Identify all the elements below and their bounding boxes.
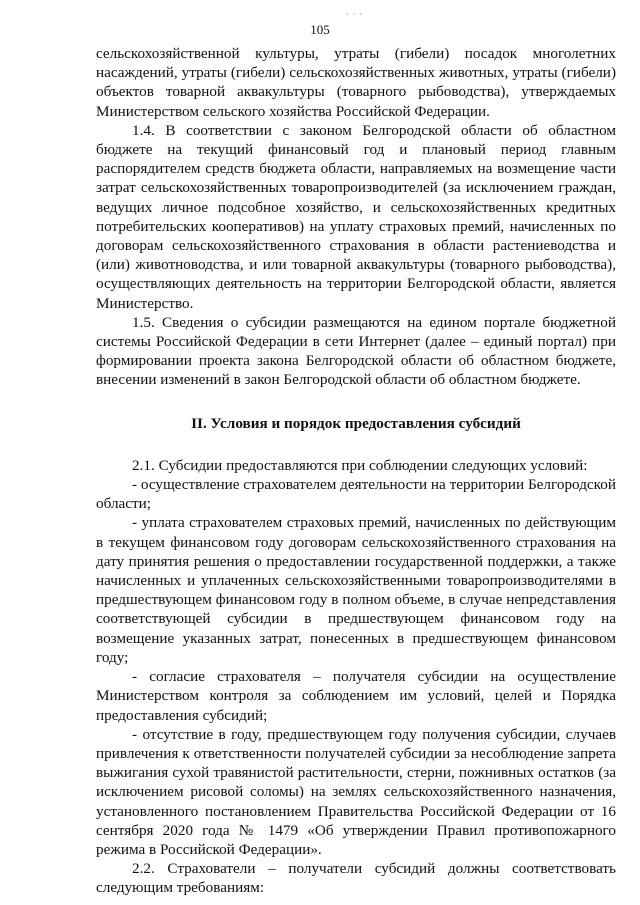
list-item-consent: - согласие страхователя – получателя субсидии на осуществление Министерством контроля за соблюдением им условий, целей и Порядка предоставления субсидий; (96, 668, 616, 724)
paragraph-1-4: 1.4. В соответствии с законом Белгородской области об областном бюджете на текущий финансовый год и плановый период главным распорядителем средств бюджета области, направляемых на возмещение части затрат сельскохозяйственных товаропроизводителей (за исключением граждан, ведущих личное подсобное хозяйство, и сельскохозяйственных кредитных потребительских кооперативов) на уплату страховых премий, начисленных по договорам сельскохозяйственного страхования в области растениеводства и (или) животноводства, и или товарной аквакультуры (товарного рыбоводства), осуществляющих деятельность на территории Белгородской области, является Министерство. (96, 121, 616, 312)
list-item-territory: - осуществление страхователем деятельности на территории Белгородской области; (96, 476, 616, 513)
paragraph-1-5: 1.5. Сведения о субсидии размещаются на едином портале бюджетной системы Российской Федерации в сети Интернет (далее – единый портал) при формировании проекта закона Белгородской области об областном бюджете, внесении изменений в закон Белгородской области об областном бюджете. (96, 313, 616, 389)
section-heading: II. Условия и порядок предоставления субсидий (191, 414, 521, 432)
paragraph-2-1: 2.1. Субсидии предоставляются при соблюдении следующих условий: (132, 456, 588, 474)
document-body (96, 44, 616, 898)
list-item-no-burning: - отсутствие в году, предшествующем году получения субсидии, случаев привлечения к ответственности получателей субсидии за несоблюдение запрета выжигания сухой травянистой растительности, стерни, пожнивных остатков (за исключением рисовой соломы) на землях сельскохозяйственного назначения, установленного постановлением Правительства Российской Федерации от 16 сентября 2020 года № 1479 «Об утверждении Правил противопожарного режима в Российской Федерации». (96, 725, 616, 858)
scan-mark: · · · (346, 10, 363, 19)
paragraph-continuation: сельскохозяйственной культуры, утраты (гибели) посадок многолетних насаждений, утраты (гибели) сельскохозяйственных животных, утраты (гибели) объектов товарной аквакультуры (товарного рыбоводства), утверждаемых Министерством сельского хозяйства Российской Федерации. (96, 45, 616, 120)
paragraph-2-2: 2.2. Страхователи – получатели субсидий должны соответствовать следующим требованиям: (96, 860, 616, 897)
page-number: 105 (310, 22, 330, 37)
list-item-premium-payment: - уплата страхователем страховых премий, начисленных по действующим в текущем финансовом году договорам сельскохозяйственного страхования на дату принятия решения о предоставлении государственной поддержки, а также начисленных и уплаченных сельскохозяйственными товаропроизводителями в предшествующем финансовом году в полном объеме, в случае непредставления соответствующей субсидии в предшествующем финансовом году на возмещение указанных затрат, понесенных в предшествующем финансовом году; (96, 514, 616, 666)
